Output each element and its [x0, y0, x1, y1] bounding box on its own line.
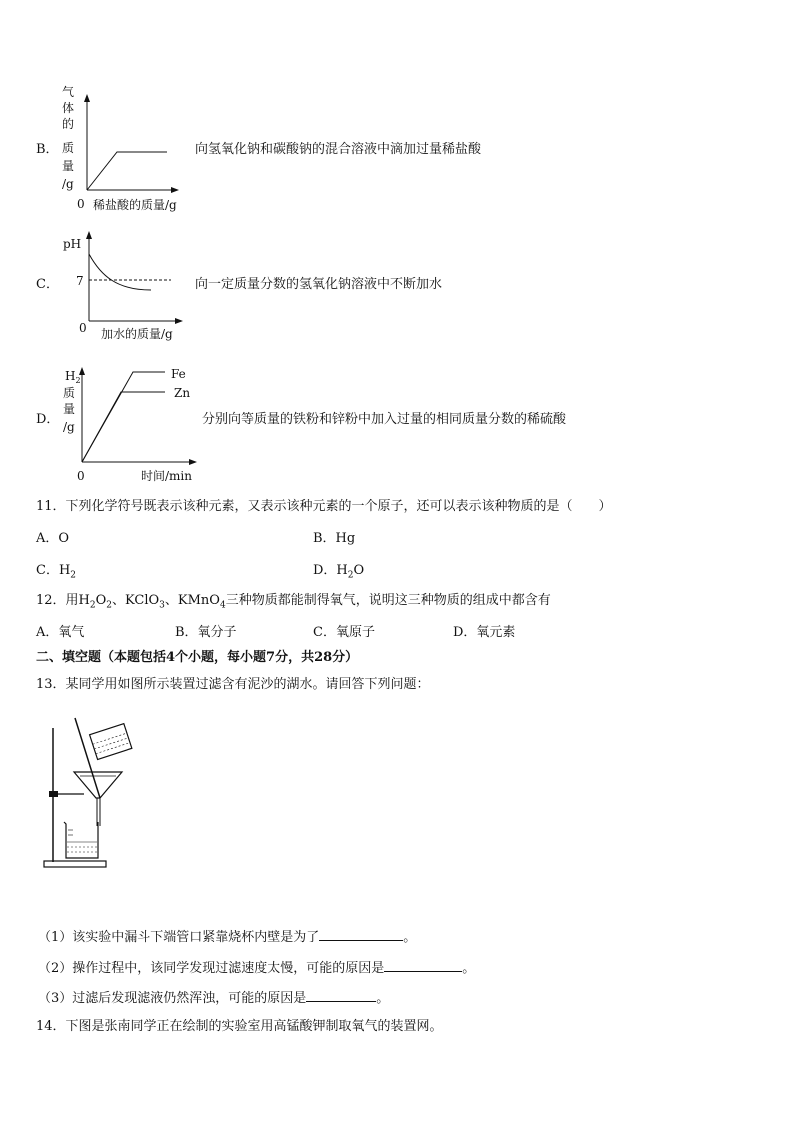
- y-axis-char: 量: [63, 402, 76, 416]
- curve: [87, 152, 167, 190]
- x-axis-label: 时间/min: [141, 469, 192, 483]
- origin-label: 0: [77, 469, 85, 483]
- answer-blank[interactable]: [384, 959, 462, 972]
- q14-stem: 14．下图是张南同学正在绘制的实验室用高锰酸钾制取氧气的装置网。: [36, 1019, 443, 1034]
- origin-label: 0: [79, 321, 87, 335]
- y-axis-label: pH: [63, 237, 82, 251]
- ref-value-label: 7: [76, 274, 84, 288]
- filtration-apparatus-figure: [40, 714, 140, 874]
- x-axis-label: 稀盐酸的质量/g: [93, 198, 177, 212]
- y-axis-char: 气: [62, 85, 75, 99]
- x-axis-arrow: [175, 318, 183, 324]
- clamp: [49, 791, 58, 797]
- option-b-letter: B．: [36, 142, 59, 157]
- q12-option-d: D．氧元素: [453, 625, 516, 640]
- curve-zn-label: Zn: [174, 386, 191, 400]
- q11-option-a: A．O: [36, 531, 70, 546]
- option-b-graph: [55, 82, 195, 217]
- y-axis-arrow: [84, 94, 90, 102]
- y-axis-char: /g: [63, 420, 75, 434]
- origin-label: 0: [77, 197, 85, 211]
- q11-option-d: D．$H_2O$: [313, 563, 365, 581]
- y-axis-char: 量: [62, 159, 75, 173]
- y-axis-char: 的: [62, 117, 75, 131]
- curve-zn: [82, 392, 165, 462]
- q13-stem: 13．某同学用如图所示装置过滤含有泥沙的湖水。请回答下列问题：: [36, 677, 430, 692]
- y-axis-arrow: [79, 367, 85, 375]
- curve: [89, 254, 151, 290]
- curve-fe: [82, 372, 165, 462]
- y-axis-char: 质: [62, 141, 75, 155]
- q11-option-b: B．Hg: [313, 531, 356, 546]
- q13-sub1: （1）该实验中漏斗下端管口紧靠烧杯内壁是为了 。: [38, 930, 417, 945]
- section-header: 二、填空题（本题包括4个小题，每小题7分，共28分）: [36, 650, 359, 665]
- option-b-description: 向氢氧化钠和碳酸钠的混合溶液中滴加过量稀盐酸: [195, 142, 482, 157]
- q13-sub2: （2）操作过程中，该同学发现过滤速度太慢，可能的原因是 。: [38, 961, 476, 976]
- q13-sub3: （3）过滤后发现滤液仍然浑浊，可能的原因是 。: [38, 991, 390, 1006]
- q11-stem: 11．下列化学符号既表示该种元素，又表示该种元素的一个原子，还可以表示该种物质的是（ ）: [36, 499, 612, 514]
- option-d-description: 分别向等质量的铁粉和锌粉中加入过量的相同质量分数的稀硫酸: [202, 412, 567, 427]
- answer-blank[interactable]: [319, 928, 403, 941]
- y-axis-arrow: [86, 231, 92, 239]
- q11-option-c: C．$H_2$: [36, 563, 77, 581]
- y-axis-char: 体: [62, 101, 75, 115]
- q12-option-c: C．氧原子: [313, 625, 375, 640]
- x-axis-label: 加水的质量/g: [101, 327, 173, 341]
- option-c-graph: [55, 226, 195, 346]
- y-axis-char: 质: [63, 386, 76, 400]
- glass-rod: [75, 718, 100, 798]
- x-axis-arrow: [189, 459, 197, 465]
- pouring-beaker: [90, 724, 132, 760]
- curve-fe-label: Fe: [171, 367, 186, 381]
- option-d-letter: D．: [36, 412, 60, 427]
- option-d-graph: [55, 360, 205, 485]
- q12-option-a: A．氧气: [36, 625, 85, 640]
- q12-stem: 12．用$H_2O_2$、KClO$_3$、KMnO$_4$三种物质都能制得氧气，说明这三种物质的组成中都含有: [36, 593, 551, 611]
- option-c-description: 向一定质量分数的氢氧化钠溶液中不断加水: [195, 277, 443, 292]
- answer-blank[interactable]: [306, 989, 376, 1002]
- receiving-beaker: [64, 822, 98, 858]
- x-axis-arrow: [171, 187, 179, 193]
- y-axis-char: /g: [62, 177, 74, 191]
- y-axis-h: $H_2$: [65, 369, 81, 385]
- q12-option-b: B．氧分子: [175, 625, 237, 640]
- option-c-letter: C．: [36, 277, 59, 292]
